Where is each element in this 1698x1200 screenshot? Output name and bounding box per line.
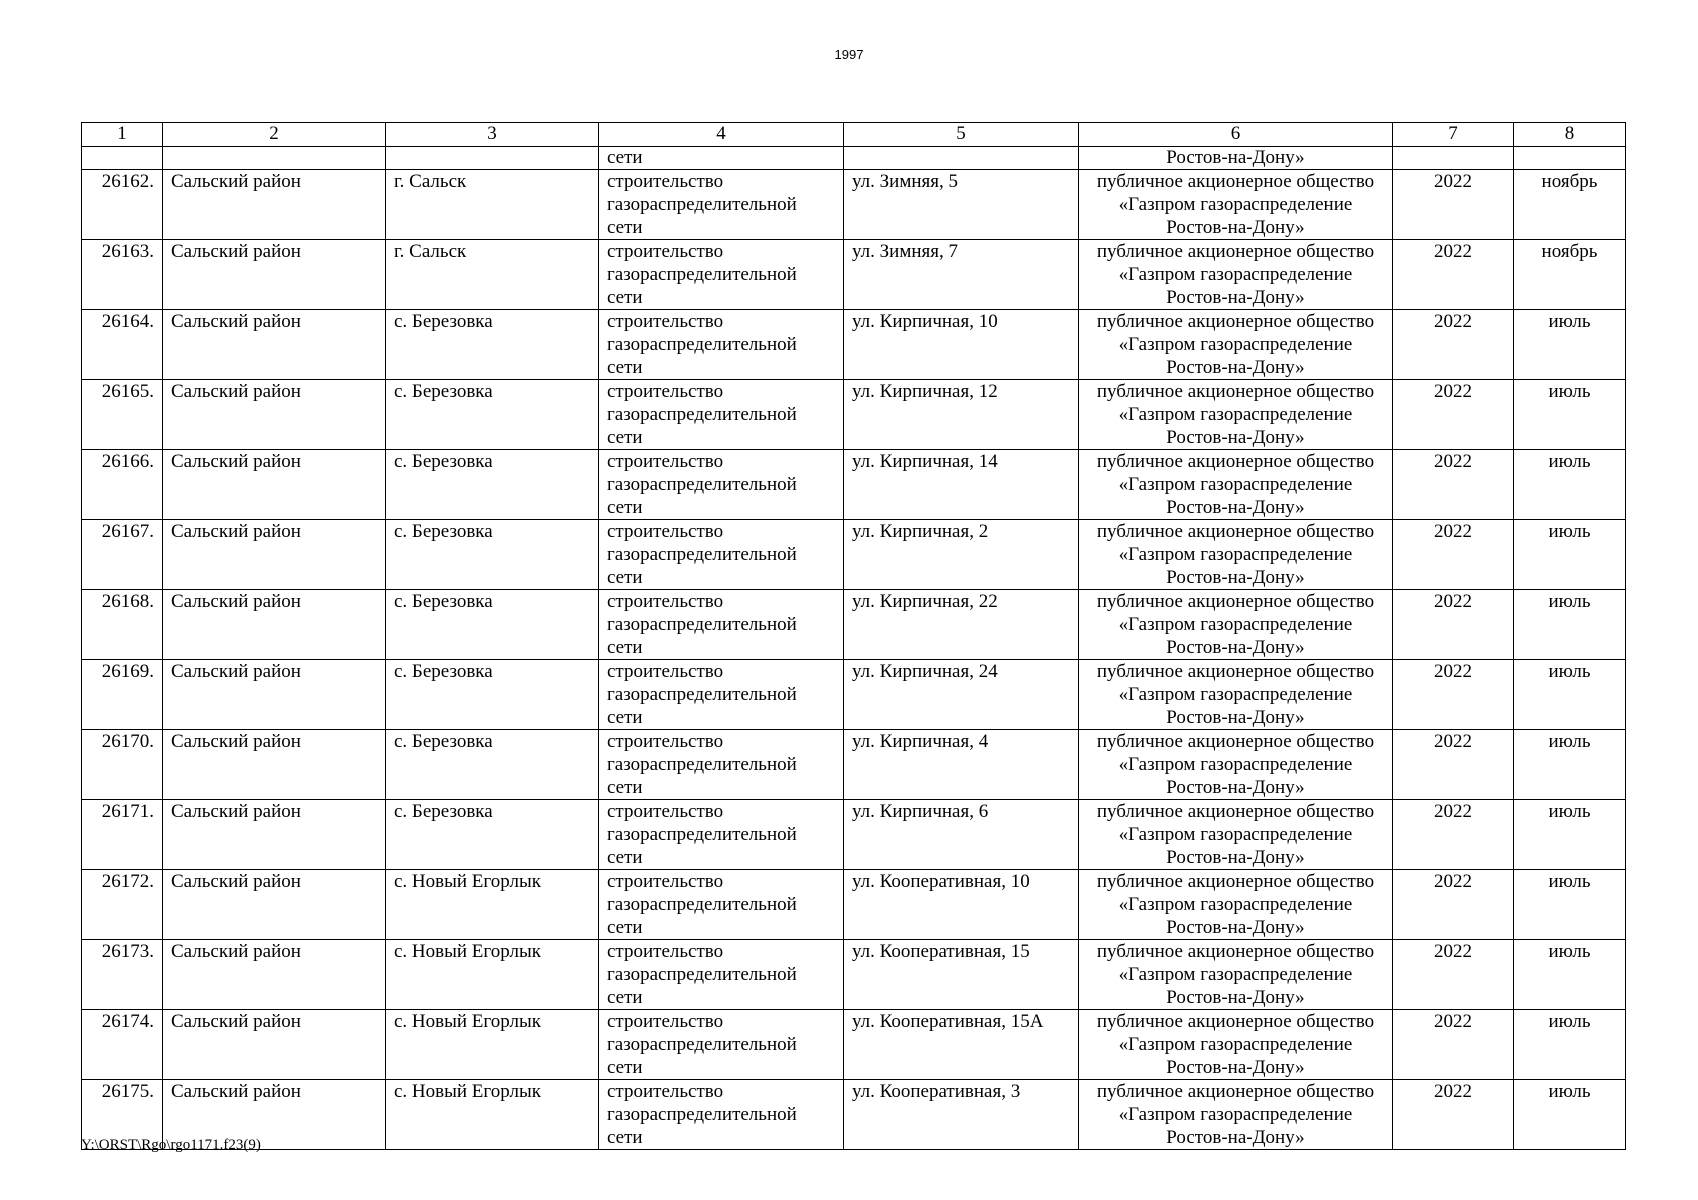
organization-cell (1079, 1010, 1393, 1080)
organization-cell-line: «Газпром газораспределение (1118, 404, 1353, 425)
address-cell: ул. Кооперативная, 3 (844, 1080, 1079, 1150)
month-cell: июль (1514, 520, 1626, 590)
year-cell: 2022 (1393, 870, 1514, 940)
organization-cell-line: Ростов-на-Дону» (1166, 637, 1305, 658)
organization-cell-line: «Газпром газораспределение (1118, 264, 1353, 285)
address-cell: ул. Кирпичная, 12 (844, 380, 1079, 450)
organization-cell-line: публичное акционерное общество (1096, 381, 1375, 402)
organization-cell (1079, 310, 1393, 380)
object-cell (599, 870, 844, 940)
address-cell: ул. Зимняя, 7 (844, 240, 1079, 310)
header-cell: 5 (844, 123, 1079, 147)
object-cell-line: строительство (607, 311, 724, 332)
organization-cell (1079, 730, 1393, 800)
organization-cell (1079, 1080, 1393, 1150)
organization-cell-line: «Газпром газораспределение (1118, 474, 1353, 495)
locality-cell: г. Сальск (386, 170, 599, 240)
object-cell (599, 660, 844, 730)
organization-cell-line: Ростов-на-Дону» (1166, 1057, 1305, 1078)
organization-cell (1079, 800, 1393, 870)
district-cell: Сальский район (163, 590, 386, 660)
object-cell-line: газораспределительной (607, 894, 797, 915)
organization-cell-line: «Газпром газораспределение (1118, 824, 1353, 845)
object-cell-line: сети (607, 777, 643, 798)
organization-cell-line: публичное акционерное общество (1096, 171, 1375, 192)
year-cell: 2022 (1393, 240, 1514, 310)
object-cell-line: газораспределительной (607, 334, 797, 355)
object-cell (599, 1080, 844, 1150)
object-cell-line: газораспределительной (607, 614, 797, 635)
object-cell (599, 380, 844, 450)
organization-cell (1079, 380, 1393, 450)
row-number: 26172. (82, 870, 163, 940)
object-cell-line: строительство (607, 1011, 724, 1032)
object-cell (599, 800, 844, 870)
object-cell-line: сети (607, 707, 643, 728)
organization-cell-line: Ростов-на-Дону» (1166, 287, 1305, 308)
header-cell: 3 (386, 123, 599, 147)
continuation-row (82, 147, 1626, 170)
object-cell: сети (599, 147, 844, 170)
month-cell: июль (1514, 590, 1626, 660)
object-cell-line: строительство (607, 171, 724, 192)
address-cell: ул. Зимняя, 5 (844, 170, 1079, 240)
table-row (82, 240, 1626, 310)
header-cell: 6 (1079, 123, 1393, 147)
table-cell (1514, 147, 1626, 170)
district-cell: Сальский район (163, 1010, 386, 1080)
organization-cell (1079, 870, 1393, 940)
object-cell (599, 730, 844, 800)
object-cell (599, 240, 844, 310)
district-cell: Сальский район (163, 450, 386, 520)
object-cell-line: строительство (607, 591, 724, 612)
organization-cell-line: «Газпром газораспределение (1118, 614, 1353, 635)
object-cell-line: газораспределительной (607, 404, 797, 425)
organization-cell (1079, 520, 1393, 590)
organization-cell-line: Ростов-на-Дону» (1166, 917, 1305, 938)
locality-cell: с. Березовка (386, 590, 599, 660)
address-cell: ул. Кооперативная, 15 (844, 940, 1079, 1010)
page-number: 1997 (834, 47, 864, 62)
object-cell-line: строительство (607, 661, 724, 682)
row-number: 26168. (82, 590, 163, 660)
organization-cell-line: публичное акционерное общество (1096, 661, 1375, 682)
table-cell (844, 147, 1079, 170)
locality-cell: г. Сальск (386, 240, 599, 310)
month-cell: июль (1514, 450, 1626, 520)
organization-cell-line: публичное акционерное общество (1096, 241, 1375, 262)
organization-cell (1079, 170, 1393, 240)
organization-cell-line: «Газпром газораспределение (1118, 754, 1353, 775)
table-row (82, 310, 1626, 380)
table-row (82, 730, 1626, 800)
row-number: 26163. (82, 240, 163, 310)
month-cell: июль (1514, 310, 1626, 380)
year-cell: 2022 (1393, 380, 1514, 450)
year-cell: 2022 (1393, 800, 1514, 870)
object-cell-line: газораспределительной (607, 1104, 797, 1125)
organization-cell-line: Ростов-на-Дону» (1166, 707, 1305, 728)
object-cell-line: сети (607, 427, 643, 448)
table-row (82, 870, 1626, 940)
district-cell: Сальский район (163, 520, 386, 590)
organization-cell-line: Ростов-на-Дону» (1166, 427, 1305, 448)
object-cell-line: сети (607, 217, 643, 238)
object-cell-line: сети (607, 637, 643, 658)
organization-cell-line: Ростов-на-Дону» (1166, 567, 1305, 588)
organization-cell (1079, 660, 1393, 730)
object-cell-line: сети (607, 567, 643, 588)
year-cell: 2022 (1393, 730, 1514, 800)
month-cell: июль (1514, 730, 1626, 800)
month-cell: ноябрь (1514, 170, 1626, 240)
district-cell: Сальский район (163, 240, 386, 310)
row-number: 26162. (82, 170, 163, 240)
row-number: 26175. (82, 1080, 163, 1150)
month-cell: июль (1514, 1010, 1626, 1080)
object-cell-line: газораспределительной (607, 754, 797, 775)
address-cell: ул. Кооперативная, 10 (844, 870, 1079, 940)
object-cell-line: газораспределительной (607, 544, 797, 565)
organization-cell-line: публичное акционерное общество (1096, 451, 1375, 472)
district-cell: Сальский район (163, 940, 386, 1010)
locality-cell: с. Березовка (386, 380, 599, 450)
year-cell: 2022 (1393, 1010, 1514, 1080)
row-number: 26173. (82, 940, 163, 1010)
locality-cell: с. Березовка (386, 450, 599, 520)
table-row (82, 170, 1626, 240)
header-cell: 4 (599, 123, 844, 147)
table-row (82, 800, 1626, 870)
locality-cell: с. Березовка (386, 800, 599, 870)
organization-cell (1079, 940, 1393, 1010)
address-cell: ул. Кирпичная, 14 (844, 450, 1079, 520)
object-cell-line: сети (607, 287, 643, 308)
header-row (82, 123, 1626, 147)
year-cell: 2022 (1393, 1080, 1514, 1150)
object-cell (599, 940, 844, 1010)
locality-cell: с. Березовка (386, 660, 599, 730)
table-row (82, 590, 1626, 660)
month-cell: июль (1514, 380, 1626, 450)
month-cell: ноябрь (1514, 240, 1626, 310)
object-cell-line: сети (607, 987, 643, 1008)
month-cell: июль (1514, 870, 1626, 940)
district-cell: Сальский район (163, 170, 386, 240)
object-cell-line: газораспределительной (607, 824, 797, 845)
row-number: 26165. (82, 380, 163, 450)
object-cell-line: газораспределительной (607, 964, 797, 985)
row-number: 26167. (82, 520, 163, 590)
year-cell: 2022 (1393, 660, 1514, 730)
year-cell: 2022 (1393, 310, 1514, 380)
row-number: 26174. (82, 1010, 163, 1080)
organization-cell-line: публичное акционерное общество (1096, 311, 1375, 332)
locality-cell: с. Новый Егорлык (386, 870, 599, 940)
table-row (82, 520, 1626, 590)
address-cell: ул. Кооперативная, 15А (844, 1010, 1079, 1080)
row-number: 26171. (82, 800, 163, 870)
address-cell: ул. Кирпичная, 4 (844, 730, 1079, 800)
year-cell: 2022 (1393, 940, 1514, 1010)
header-cell: 2 (163, 123, 386, 147)
table-cell (1393, 147, 1514, 170)
organization-cell-line: публичное акционерное общество (1096, 1011, 1375, 1032)
table-cell (386, 147, 599, 170)
object-cell-line: газораспределительной (607, 264, 797, 285)
object-cell-line: сети (607, 847, 643, 868)
object-cell-line: строительство (607, 241, 724, 262)
district-cell: Сальский район (163, 310, 386, 380)
object-cell-line: строительство (607, 731, 724, 752)
organization-cell: Ростов-на-Дону» (1079, 147, 1393, 170)
organization-cell (1079, 450, 1393, 520)
district-cell: Сальский район (163, 1080, 386, 1150)
month-cell: июль (1514, 660, 1626, 730)
organization-cell-line: Ростов-на-Дону» (1166, 357, 1305, 378)
year-cell: 2022 (1393, 590, 1514, 660)
table-cell (163, 147, 386, 170)
organization-cell-line: публичное акционерное общество (1096, 1081, 1375, 1102)
object-cell-line: строительство (607, 1081, 724, 1102)
district-cell: Сальский район (163, 870, 386, 940)
table-row (82, 1010, 1626, 1080)
object-cell (599, 170, 844, 240)
object-cell-line: газораспределительной (607, 474, 797, 495)
month-cell: июль (1514, 1080, 1626, 1150)
header-cell: 7 (1393, 123, 1514, 147)
row-number: 26170. (82, 730, 163, 800)
month-cell: июль (1514, 800, 1626, 870)
object-cell-line: сети (607, 357, 643, 378)
object-cell-line: строительство (607, 451, 724, 472)
organization-cell-line: Ростов-на-Дону» (1166, 497, 1305, 518)
organization-cell-line: «Газпром газораспределение (1118, 194, 1353, 215)
organization-cell-line: публичное акционерное общество (1096, 521, 1375, 542)
organization-cell (1079, 590, 1393, 660)
table-row (82, 940, 1626, 1010)
organization-cell-line: «Газпром газораспределение (1118, 894, 1353, 915)
locality-cell: с. Березовка (386, 730, 599, 800)
organization-cell-line: публичное акционерное общество (1096, 941, 1375, 962)
organization-cell-line: Ростов-на-Дону» (1166, 217, 1305, 238)
organization-cell-line: публичное акционерное общество (1096, 871, 1375, 892)
year-cell: 2022 (1393, 170, 1514, 240)
address-cell: ул. Кирпичная, 2 (844, 520, 1079, 590)
object-cell-line: газораспределительной (607, 684, 797, 705)
organization-cell-line: Ростов-на-Дону» (1166, 1127, 1305, 1148)
object-cell-line: сети (607, 497, 643, 518)
organization-cell-line: публичное акционерное общество (1096, 591, 1375, 612)
row-number: 26166. (82, 450, 163, 520)
table-row (82, 380, 1626, 450)
organization-cell-line: «Газпром газораспределение (1118, 1104, 1353, 1125)
organization-cell-line: «Газпром газораспределение (1118, 544, 1353, 565)
object-cell-line: сети (607, 1057, 643, 1078)
organization-cell (1079, 240, 1393, 310)
table-row (82, 660, 1626, 730)
locality-cell: с. Новый Егорлык (386, 1010, 599, 1080)
header-cell: 8 (1514, 123, 1626, 147)
address-cell: ул. Кирпичная, 24 (844, 660, 1079, 730)
district-cell: Сальский район (163, 800, 386, 870)
organization-cell-line: «Газпром газораспределение (1118, 1034, 1353, 1055)
month-cell: июль (1514, 940, 1626, 1010)
organization-cell-line: Ростов-на-Дону» (1166, 777, 1305, 798)
organization-cell-line: публичное акционерное общество (1096, 801, 1375, 822)
document-table (81, 122, 1626, 1150)
object-cell (599, 450, 844, 520)
table-row (82, 1080, 1626, 1150)
district-cell: Сальский район (163, 660, 386, 730)
address-cell: ул. Кирпичная, 6 (844, 800, 1079, 870)
organization-cell-line: «Газпром газораспределение (1118, 964, 1353, 985)
organization-cell-line: Ростов-на-Дону» (1166, 987, 1305, 1008)
header-cell: 1 (82, 123, 163, 147)
locality-cell: с. Березовка (386, 520, 599, 590)
district-cell: Сальский район (163, 380, 386, 450)
object-cell-line: газораспределительной (607, 194, 797, 215)
table-cell (82, 147, 163, 170)
year-cell: 2022 (1393, 520, 1514, 590)
locality-cell: с. Березовка (386, 310, 599, 380)
object-cell-line: строительство (607, 871, 724, 892)
object-cell-line: сети (607, 1127, 643, 1148)
year-cell: 2022 (1393, 450, 1514, 520)
object-cell (599, 590, 844, 660)
organization-cell-line: Ростов-на-Дону» (1166, 847, 1305, 868)
address-cell: ул. Кирпичная, 22 (844, 590, 1079, 660)
organization-cell-line: публичное акционерное общество (1096, 731, 1375, 752)
address-cell: ул. Кирпичная, 10 (844, 310, 1079, 380)
locality-cell: с. Новый Егорлык (386, 940, 599, 1010)
object-cell-line: сети (607, 917, 643, 938)
row-number: 26164. (82, 310, 163, 380)
object-cell-line: строительство (607, 521, 724, 542)
object-cell-line: строительство (607, 801, 724, 822)
object-cell-line: строительство (607, 381, 724, 402)
district-cell: Сальский район (163, 730, 386, 800)
locality-cell: с. Новый Егорлык (386, 1080, 599, 1150)
object-cell-line: строительство (607, 941, 724, 962)
object-cell (599, 310, 844, 380)
footer-file-path: Y:\ORST\Rgo\rgo1171.f23(9) (81, 1137, 261, 1153)
organization-cell-line: «Газпром газораспределение (1118, 334, 1353, 355)
object-cell-line: газораспределительной (607, 1034, 797, 1055)
object-cell (599, 520, 844, 590)
row-number: 26169. (82, 660, 163, 730)
table-row (82, 450, 1626, 520)
object-cell (599, 1010, 844, 1080)
organization-cell-line: «Газпром газораспределение (1118, 684, 1353, 705)
